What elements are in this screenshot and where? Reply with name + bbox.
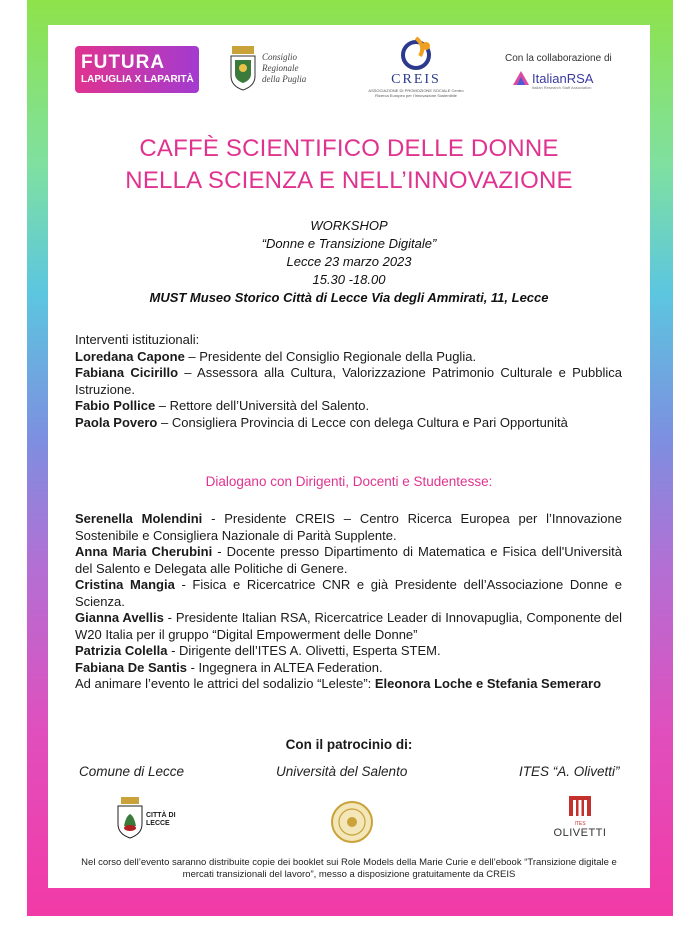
institutional-section [75,332,622,431]
separator: - [163,610,176,625]
olivetti-building-icon [567,794,593,816]
separator: - [212,544,227,559]
dialogue-heading: Dialogano con Dirigenti, Docenti e Studentesse: [205,474,493,489]
creis-logo-name: CREIS [391,72,441,87]
footer-note: Nel corso dell’evento saranno distribuite copie dei booklet sui Role Models della Marie Curie e dell’ebook “Transizione digitale e mercati transizionali del lavoro”, messo a disposizione gratuitamente da CREIS [81,857,617,880]
speaker-item [75,365,622,398]
speaker-role: Fisica e Ricercatrice CNR e già Presidente dell’Associazione Donne e Scienza. [75,577,622,609]
speaker-item [75,511,622,544]
speaker-name: Loredana Capone [75,348,185,364]
italianrsa-name: ItalianRSA [532,71,594,86]
patron-universita-salento: Università del Salento [276,764,408,779]
speaker-role: Presidente Italian RSA, Ricercatrice Leader di Innovapuglia, Componente del W20 Italia per il gruppo “Digital Empowerment delle Donne” [75,610,622,642]
separator: - [174,577,193,592]
speaker-item [75,610,622,643]
separator: - [167,643,180,658]
speaker-name: Anna Maria Cherubini [75,544,213,559]
closing-text: Ad animare l’evento le attrici del sodalizio “Leleste”: [75,676,375,691]
speaker-role: Presidente del Consiglio Regionale della Puglia. [199,348,477,364]
separator: – [155,398,170,413]
separator: – [178,365,198,380]
speaker-item [75,643,622,660]
speaker-item [75,660,622,677]
title-line-1: CAFFÈ SCIENTIFICO DELLE DONNE [139,135,559,162]
speaker-name: Patrizia Colella [75,643,168,658]
separator: - [186,659,199,675]
italianrsa-mark-icon [512,70,530,86]
patronage-heading: Con il patrocinio di: [285,737,413,752]
lecce-logo-text: CITTÀ DI LECCE [146,812,176,827]
speaker-item [75,415,622,432]
workshop-venue: MUST Museo Storico Città di Lecce Via degli Ammirati, 11, Lecce [149,290,549,305]
speaker-name: Cristina Mangia [75,577,175,592]
puglia-crest-icon [228,44,258,94]
ites-olivetti-logo [548,794,612,844]
separator: - [202,511,225,526]
speaker-role: Docente presso Dipartimento di Matematica e Fisica dell'Università del Salento e Delegata alle Politiche di Genere. [75,544,622,576]
title-line-2: NELLA SCIENZA E NELL’INNOVAZIONE [125,167,573,194]
futura-logo-title: FUTURA [81,51,166,73]
institutional-heading: Interventi istituzionali: [75,332,200,347]
separator: – [184,348,200,364]
universita-salento-seal [330,800,374,844]
italianrsa-subtitle: Italian Research Staff Association [532,85,592,90]
closing-line [75,676,622,693]
lecce-crest-icon [116,796,144,840]
citta-di-lecce-logo [116,796,186,842]
workshop-name: “Donne e Transizione Digitale” [261,236,437,251]
patron-comune-lecce: Comune di Lecce [79,764,185,779]
futura-logo [75,46,199,93]
olivetti-logo-top: ITES [574,821,586,827]
separator: – [157,414,172,430]
workshop-date: Lecce 23 marzo 2023 [286,254,412,269]
collaboration-label: Con la collaborazione di [505,53,612,64]
dialogue-section [75,511,622,693]
patron-ites-olivetti: ITES “A. Olivetti” [519,764,620,779]
speaker-name: Fabio Pollice [75,398,156,413]
speaker-item [75,349,622,366]
creis-emblem-icon [396,36,436,74]
speaker-role: Consigliera Provincia di Lecce con delega Cultura e Pari Opportunità [171,414,568,430]
italianrsa-logo [510,68,625,90]
speaker-role: Assessora alla Cultura, Valorizzazione Patrimonio Culturale e Pubblica Istruzione. [75,365,622,397]
creis-logo [366,36,466,106]
olivetti-logo-name: OLIVETTI [553,827,607,839]
speaker-name: Serenella Molendini [75,511,203,526]
speaker-name: Paola Povero [75,414,158,430]
speaker-role: Dirigente dell’ITES A. Olivetti, Esperta STEM. [179,643,441,658]
workshop-time: 15.30 -18.00 [312,272,386,287]
speaker-role: Presidente CREIS – Centro Ricerca Europea per l’Innovazione Sostenibile e Consigliera Nazionale di Parità Supplente. [75,511,622,543]
speaker-item [75,398,622,415]
consiglio-logo-text: Consiglio Regionale della Puglia [262,52,307,84]
speaker-name: Gianna Avellis [75,610,164,625]
futura-logo-subtitle: LAPUGLIA X LAPARITÀ [81,73,194,85]
speaker-item [75,544,622,577]
workshop-label: WORKSHOP [310,218,388,233]
speaker-name: Fabiana De Santis [75,659,187,675]
closing-names: Eleonora Loche e Stefania Semeraro [374,676,602,691]
consiglio-regionale-logo [228,44,310,96]
speaker-role: Rettore dell’Università del Salento. [169,398,370,413]
speaker-name: Fabiana Cicirillo [75,365,179,380]
university-seal-icon [330,800,374,844]
speaker-item [75,577,622,610]
creis-logo-subtitle: ASSOCIAZIONE DI PROMOZIONE SOCIALE Centro Ricerca Europeo per l'Innovazione Sostenibile [368,88,464,98]
speaker-role: Ingegnera in ALTEA Federation. [198,659,383,675]
